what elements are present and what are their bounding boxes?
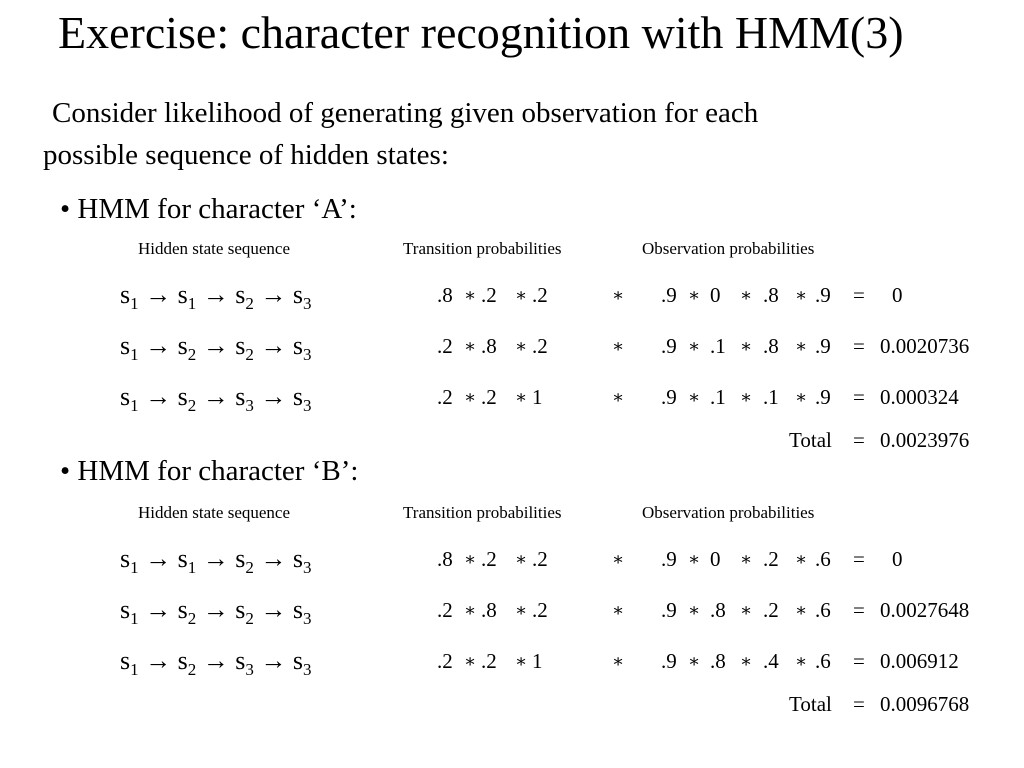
total-label: Total: [789, 428, 832, 452]
equals-sign: =: [853, 283, 865, 307]
arrow-icon: →: [253, 595, 293, 624]
transition-prob: .8: [481, 598, 497, 622]
state-symbol: $s_3$: [235, 382, 254, 415]
transition-prob: .2: [481, 649, 497, 673]
hidden-state-sequence: [120, 382, 312, 415]
equals-sign: =: [853, 598, 865, 622]
transition-prob: .8: [481, 334, 497, 358]
equals-sign: =: [853, 385, 865, 409]
equals-sign: =: [853, 649, 865, 673]
observation-prob: .8: [710, 598, 726, 622]
equals-sign: =: [853, 547, 865, 571]
observation-prob: .6: [815, 598, 831, 622]
state-symbol: $s_2$: [235, 544, 254, 577]
sequence-likelihood: 0: [892, 283, 903, 307]
hidden-state-sequence: [120, 595, 312, 628]
sequence-likelihood: 0.0027648: [880, 598, 970, 622]
arrow-icon: →: [253, 646, 293, 675]
col-header-transition: Transition probabilities: [403, 239, 562, 258]
equals-sign: =: [853, 334, 865, 358]
observation-prob: .1: [710, 385, 726, 409]
arrow-icon: →: [196, 595, 236, 624]
times-symbol: ∗: [795, 600, 808, 620]
times-symbol: ∗: [740, 549, 753, 569]
times-symbol: ∗: [464, 600, 477, 620]
state-symbol: $s_2$: [177, 382, 197, 415]
col-header-observation: Observation probabilities: [642, 503, 815, 522]
state-symbol: $s_1$: [120, 280, 139, 313]
transition-prob: 1: [532, 649, 543, 673]
times-symbol: ∗: [612, 387, 625, 407]
arrow-icon: →: [253, 382, 293, 411]
state-symbol: $s_2$: [177, 331, 197, 364]
times-symbol: ∗: [612, 285, 625, 305]
times-symbol: ∗: [612, 651, 625, 671]
state-symbol: $s_2$: [235, 331, 254, 364]
observation-prob: .8: [710, 649, 726, 673]
times-symbol: ∗: [688, 336, 701, 356]
state-symbol: $s_3$: [292, 331, 312, 364]
times-symbol: ∗: [515, 600, 528, 620]
col-header-transition: Transition probabilities: [403, 503, 562, 522]
times-symbol: ∗: [515, 336, 528, 356]
intro-line-2: possible sequence of hidden states:: [43, 139, 449, 171]
slide-title: Exercise: character recognition with HMM(3): [58, 7, 904, 58]
state-symbol: $s_2$: [235, 280, 254, 313]
observation-prob: .2: [763, 547, 779, 571]
transition-prob: .2: [532, 598, 548, 622]
equals-sign: =: [853, 428, 865, 452]
observation-prob: .9: [815, 334, 831, 358]
hidden-state-sequence: [120, 646, 312, 679]
observation-prob: .6: [815, 649, 831, 673]
times-symbol: ∗: [740, 336, 753, 356]
times-symbol: ∗: [612, 549, 625, 569]
arrow-icon: →: [138, 595, 178, 624]
state-symbol: $s_1$: [120, 646, 139, 679]
times-symbol: ∗: [795, 651, 808, 671]
observation-prob: .1: [710, 334, 726, 358]
arrow-icon: →: [196, 382, 236, 411]
sequence-likelihood: 0: [892, 547, 903, 571]
observation-prob: .4: [763, 649, 779, 673]
arrow-icon: →: [196, 331, 236, 360]
state-symbol: $s_2$: [235, 595, 254, 628]
state-symbol: $s_1$: [120, 595, 139, 628]
observation-prob: 0: [710, 547, 721, 571]
times-symbol: ∗: [515, 549, 528, 569]
arrow-icon: →: [138, 544, 178, 573]
times-symbol: ∗: [740, 285, 753, 305]
transition-prob: .2: [481, 283, 497, 307]
sequence-likelihood: 0.000324: [880, 385, 959, 409]
observation-prob: .6: [815, 547, 831, 571]
observation-prob: .9: [661, 283, 677, 307]
total-label: Total: [789, 692, 832, 716]
times-symbol: ∗: [515, 651, 528, 671]
state-symbol: $s_3$: [292, 280, 312, 313]
arrow-icon: →: [138, 646, 178, 675]
times-symbol: ∗: [464, 285, 477, 305]
state-symbol: $s_1$: [120, 382, 139, 415]
state-symbol: $s_2$: [177, 646, 197, 679]
times-symbol: ∗: [688, 387, 701, 407]
transition-prob: .2: [532, 547, 548, 571]
times-symbol: ∗: [515, 387, 528, 407]
observation-prob: .9: [661, 385, 677, 409]
state-symbol: $s_1$: [120, 331, 139, 364]
arrow-icon: →: [138, 280, 178, 309]
times-symbol: ∗: [795, 336, 808, 356]
observation-prob: .9: [661, 649, 677, 673]
observation-prob: .1: [763, 385, 779, 409]
times-symbol: ∗: [688, 549, 701, 569]
arrow-icon: →: [196, 646, 236, 675]
times-symbol: ∗: [688, 600, 701, 620]
total-likelihood: 0.0023976: [880, 428, 970, 452]
state-symbol: $s_1$: [120, 544, 139, 577]
observation-prob: 0: [710, 283, 721, 307]
state-symbol: $s_3$: [235, 646, 254, 679]
state-symbol: $s_3$: [292, 544, 312, 577]
col-header-observation: Observation probabilities: [642, 239, 815, 258]
equals-sign: =: [853, 692, 865, 716]
transition-prob: .8: [437, 547, 453, 571]
times-symbol: ∗: [464, 336, 477, 356]
times-symbol: ∗: [688, 285, 701, 305]
times-symbol: ∗: [612, 336, 625, 356]
state-symbol: $s_2$: [177, 595, 197, 628]
arrow-icon: →: [253, 544, 293, 573]
hidden-state-sequence: [120, 544, 312, 577]
section-heading-b: • HMM for character ‘B’:: [60, 455, 359, 487]
arrow-icon: →: [196, 544, 236, 573]
transition-prob: .8: [437, 283, 453, 307]
sequence-likelihood: 0.006912: [880, 649, 959, 673]
times-symbol: ∗: [464, 387, 477, 407]
arrow-icon: →: [253, 331, 293, 360]
transition-prob: .2: [437, 385, 453, 409]
transition-prob: 1: [532, 385, 543, 409]
times-symbol: ∗: [464, 651, 477, 671]
times-symbol: ∗: [795, 549, 808, 569]
arrow-icon: →: [196, 280, 236, 309]
times-symbol: ∗: [740, 387, 753, 407]
observation-prob: .8: [763, 283, 779, 307]
observation-prob: .9: [661, 598, 677, 622]
observation-prob: .9: [661, 547, 677, 571]
arrow-icon: →: [253, 280, 293, 309]
transition-prob: .2: [437, 334, 453, 358]
observation-prob: .9: [815, 283, 831, 307]
times-symbol: ∗: [740, 651, 753, 671]
times-symbol: ∗: [795, 387, 808, 407]
intro-line-1: Consider likelihood of generating given observation for each: [52, 97, 759, 129]
state-symbol: $s_1$: [177, 280, 197, 313]
times-symbol: ∗: [515, 285, 528, 305]
times-symbol: ∗: [795, 285, 808, 305]
section-heading-a: • HMM for character ‘A’:: [60, 193, 357, 225]
state-symbol: $s_3$: [292, 646, 312, 679]
arrow-icon: →: [138, 382, 178, 411]
sequence-likelihood: 0.0020736: [880, 334, 970, 358]
hidden-state-sequence: [120, 331, 312, 364]
observation-prob: .9: [815, 385, 831, 409]
times-symbol: ∗: [740, 600, 753, 620]
hidden-state-sequence: [120, 280, 312, 313]
transition-prob: .2: [481, 547, 497, 571]
transition-prob: .2: [437, 598, 453, 622]
transition-prob: .2: [437, 649, 453, 673]
state-symbol: $s_3$: [292, 595, 312, 628]
state-symbol: $s_1$: [177, 544, 197, 577]
times-symbol: ∗: [612, 600, 625, 620]
observation-prob: .8: [763, 334, 779, 358]
state-symbol: $s_3$: [292, 382, 312, 415]
arrow-icon: →: [138, 331, 178, 360]
transition-prob: .2: [481, 385, 497, 409]
total-likelihood: 0.0096768: [880, 692, 970, 716]
observation-prob: .2: [763, 598, 779, 622]
times-symbol: ∗: [688, 651, 701, 671]
transition-prob: .2: [532, 283, 548, 307]
times-symbol: ∗: [464, 549, 477, 569]
transition-prob: .2: [532, 334, 548, 358]
col-header-hidden: Hidden state sequence: [138, 239, 290, 258]
observation-prob: .9: [661, 334, 677, 358]
col-header-hidden: Hidden state sequence: [138, 503, 290, 522]
